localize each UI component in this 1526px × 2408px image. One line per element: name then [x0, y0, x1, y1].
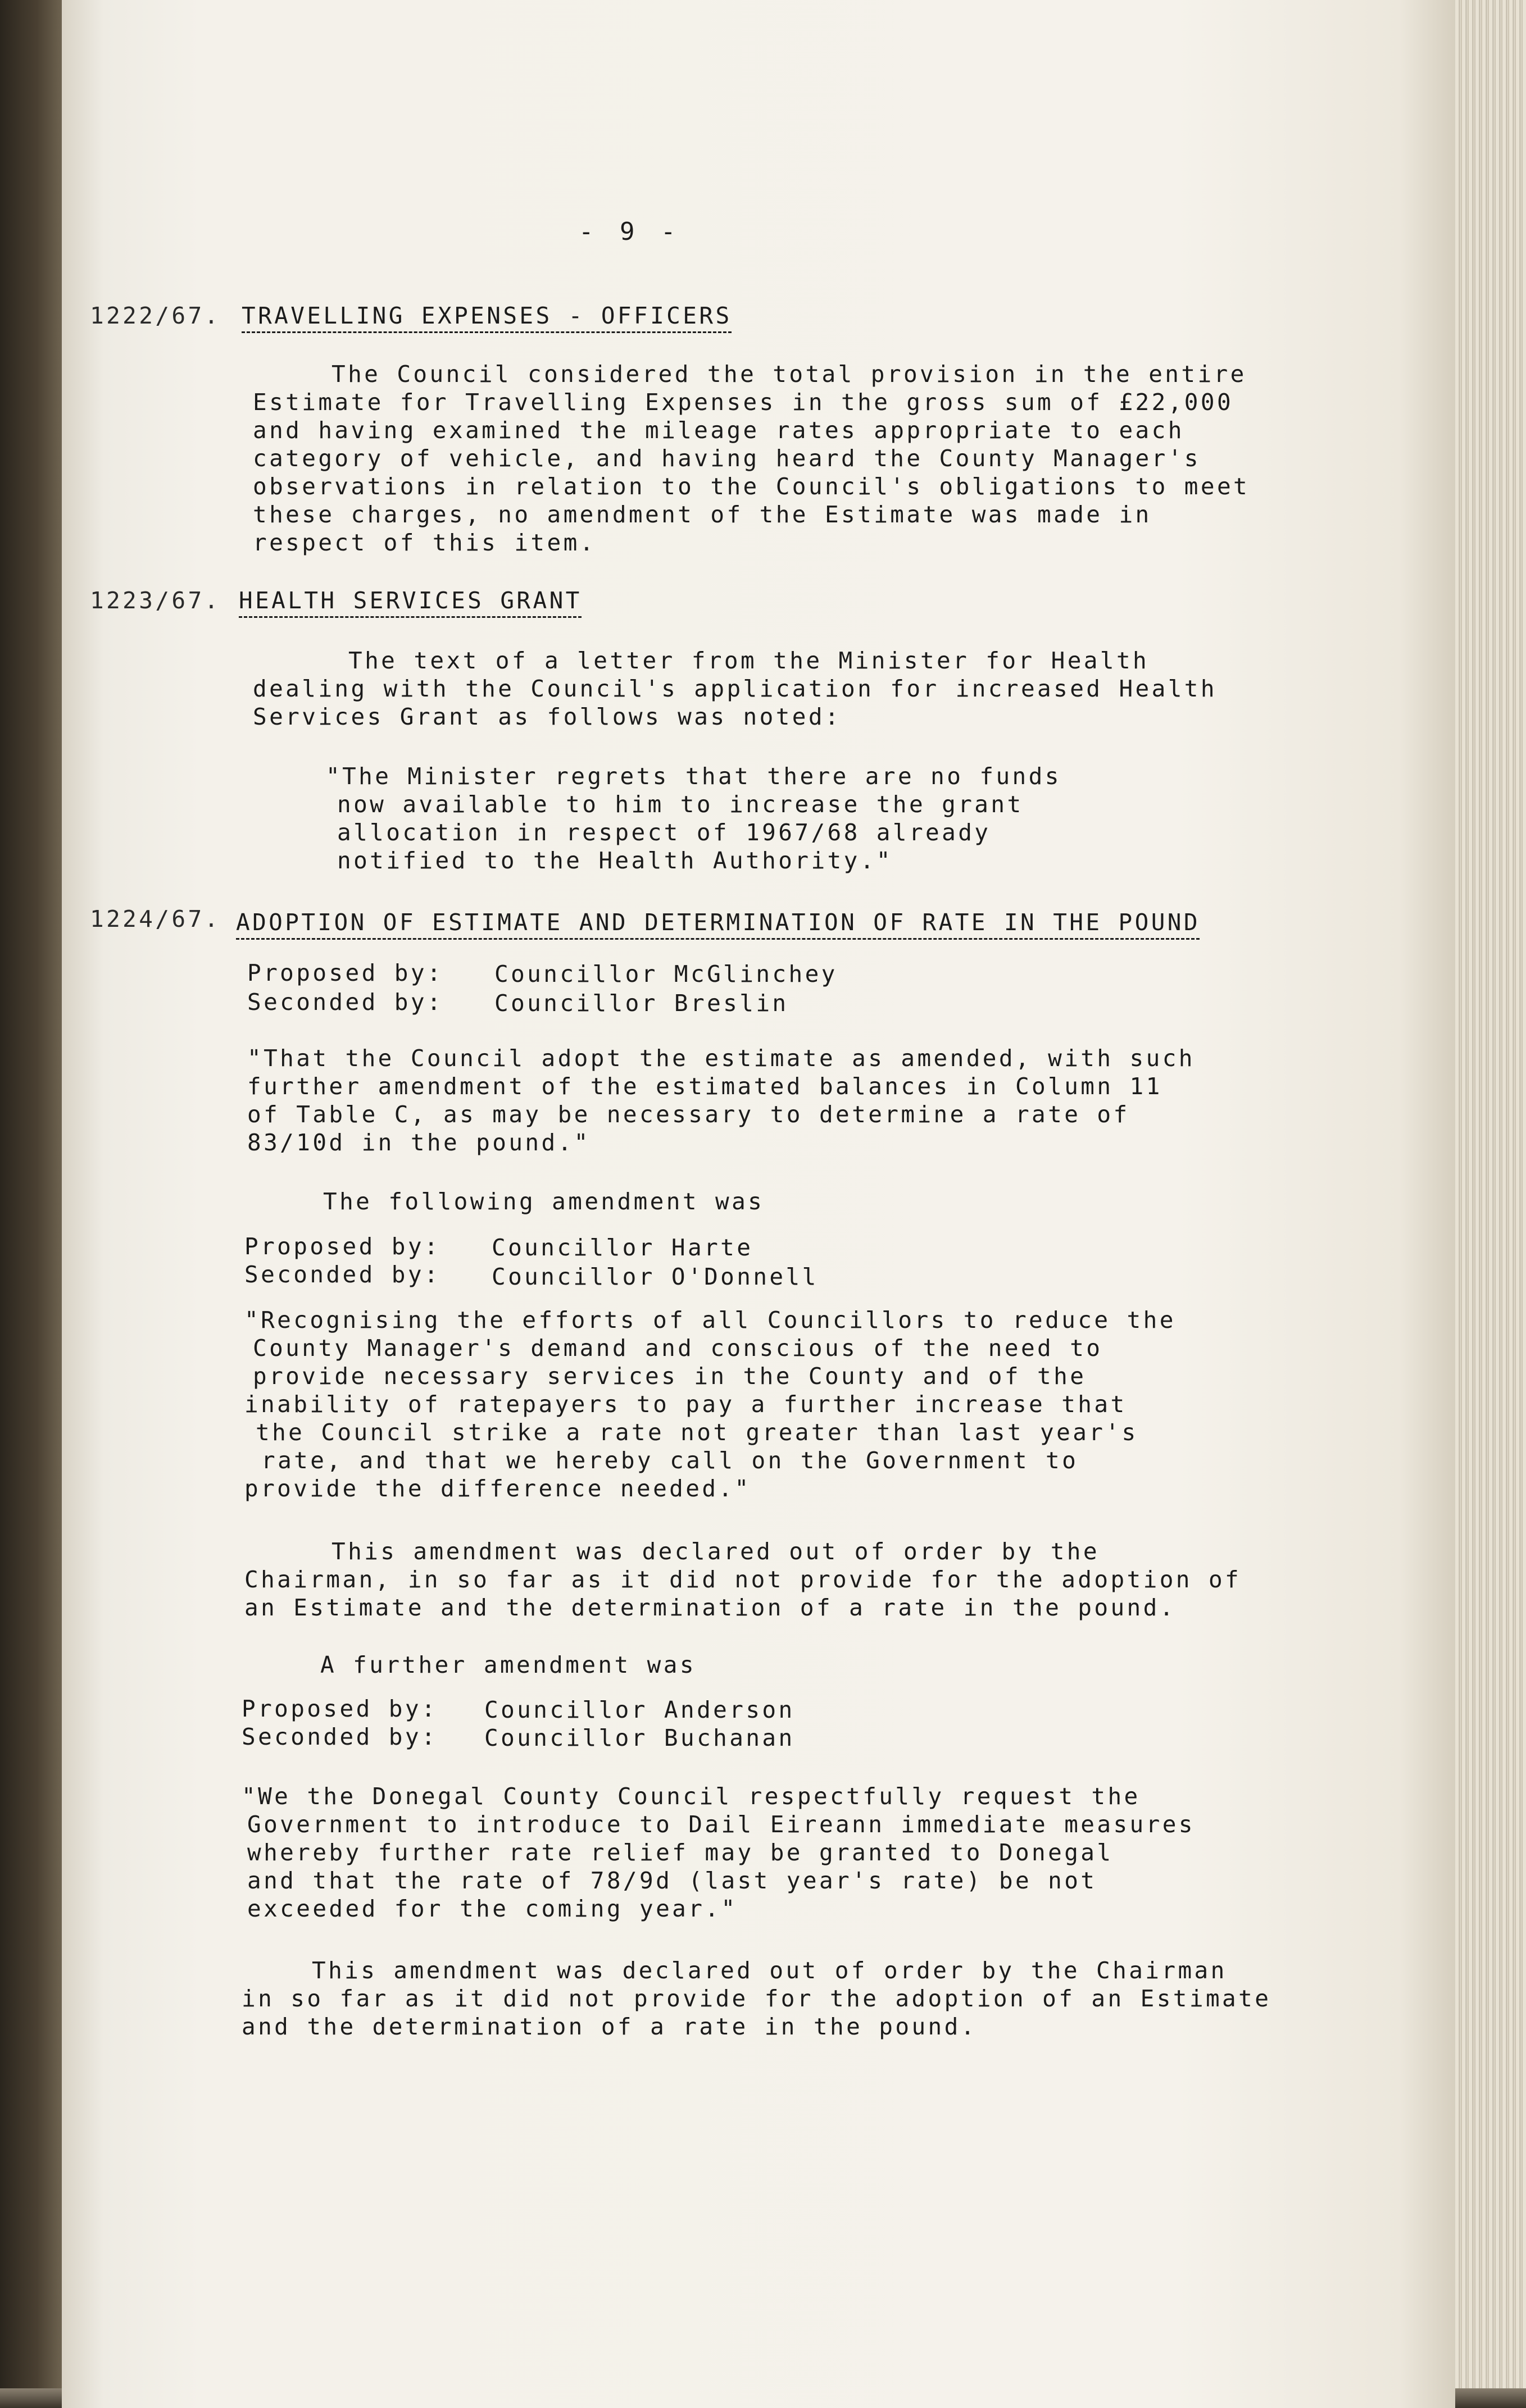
paragraph-line: Services Grant as follows was noted:: [253, 703, 842, 730]
proposed-name: Councillor Anderson: [484, 1696, 795, 1723]
seconded-name: Councillor O'Donnell: [492, 1263, 819, 1290]
amendment-intro: The following amendment was: [323, 1188, 765, 1215]
binding-shadow: [0, 0, 62, 2408]
proposed-label: Proposed by:: [247, 959, 444, 986]
paragraph-line: observations in relation to the Council's obligations to meet: [253, 473, 1250, 500]
amendment-line: provide necessary services in the County and of the: [253, 1363, 1087, 1390]
minute-ref: 1222/67.: [90, 302, 221, 329]
amendment-line: whereby further rate relief may be granted to Donegal: [247, 1839, 1114, 1866]
ruling-line: in so far as it did not provide for the adoption of an Estimate: [242, 1985, 1271, 2012]
paragraph-line: category of vehicle, and having heard the County Manager's: [253, 445, 1201, 472]
quote-line: allocation in respect of 1967/68 already: [337, 819, 991, 846]
amendment-line: "Recognising the efforts of all Councillors to reduce the: [244, 1307, 1176, 1333]
minute-ref: 1224/67.: [90, 905, 221, 932]
ruling-line: Chairman, in so far as it did not provide for the adoption of: [244, 1566, 1242, 1593]
motion-line: of Table C, as may be necessary to determine a rate of: [247, 1101, 1130, 1128]
paragraph-line: respect of this item.: [253, 529, 596, 556]
amendment-line: "We the Donegal County Council respectfully request the: [242, 1783, 1141, 1810]
quote-line: "The Minister regrets that there are no funds: [326, 763, 1061, 790]
amendment-line: the Council strike a rate not greater than last year's: [256, 1419, 1138, 1446]
paragraph-line: dealing with the Council's application for increased Health: [253, 675, 1217, 702]
proposed-label: Proposed by:: [242, 1695, 438, 1722]
amendment-line: exceeded for the coming year.": [247, 1895, 738, 1922]
seconded-name: Councillor Breslin: [494, 990, 789, 1017]
section-heading: HEALTH SERVICES GRANT: [239, 587, 582, 614]
seconded-name: Councillor Buchanan: [484, 1724, 795, 1751]
paragraph-line: these charges, no amendment of the Estimate was made in: [253, 501, 1152, 528]
paragraph-line: Estimate for Travelling Expenses in the gross sum of £22,000: [253, 389, 1234, 416]
seconded-label: Seconded by:: [242, 1723, 438, 1750]
section-heading: ADOPTION OF ESTIMATE AND DETERMINATION OF RATE IN THE POUND: [236, 909, 1200, 936]
amendment-line: rate, and that we hereby call on the Government to: [261, 1447, 1079, 1474]
amendment-line: provide the difference needed.": [244, 1475, 751, 1502]
ruling-line: and the determination of a rate in the pound.: [242, 2013, 977, 2040]
proposed-name: Councillor McGlinchey: [494, 961, 838, 987]
document-page: [62, 0, 1455, 2408]
amendment-intro: A further amendment was: [320, 1651, 696, 1678]
motion-line: 83/10d in the pound.": [247, 1129, 591, 1156]
paragraph-line: The Council considered the total provision in the entire: [331, 361, 1247, 388]
quote-line: notified to the Health Authority.": [337, 847, 893, 874]
minute-ref: 1223/67.: [90, 587, 221, 614]
page-stack-edge: [1455, 0, 1526, 2408]
proposed-name: Councillor Harte: [492, 1234, 753, 1261]
paragraph-line: The text of a letter from the Minister for Health: [348, 647, 1150, 674]
ruling-line: This amendment was declared out of order by the: [331, 1538, 1100, 1565]
quote-line: now available to him to increase the grant: [337, 791, 1024, 818]
motion-line: further amendment of the estimated balances in Column 11: [247, 1073, 1162, 1100]
proposed-label: Proposed by:: [244, 1233, 441, 1260]
section-heading: TRAVELLING EXPENSES - OFFICERS: [242, 302, 732, 329]
amendment-line: and that the rate of 78/9d (last year's rate) be not: [247, 1867, 1097, 1894]
ruling-line: This amendment was declared out of order by the Chairman: [312, 1957, 1227, 1984]
amendment-line: Government to introduce to Dail Eireann immediate measures: [247, 1811, 1195, 1838]
seconded-label: Seconded by:: [244, 1261, 441, 1288]
motion-line: "That the Council adopt the estimate as amended, with such: [247, 1045, 1195, 1072]
seconded-label: Seconded by:: [247, 989, 444, 1016]
amendment-line: County Manager's demand and conscious of the need to: [253, 1335, 1103, 1362]
ruling-line: an Estimate and the determination of a rate in the pound.: [244, 1594, 1176, 1621]
paragraph-line: and having examined the mileage rates appropriate to each: [253, 417, 1184, 444]
page-number: - 9 -: [579, 217, 682, 246]
amendment-line: inability of ratepayers to pay a further increase that: [244, 1391, 1127, 1418]
